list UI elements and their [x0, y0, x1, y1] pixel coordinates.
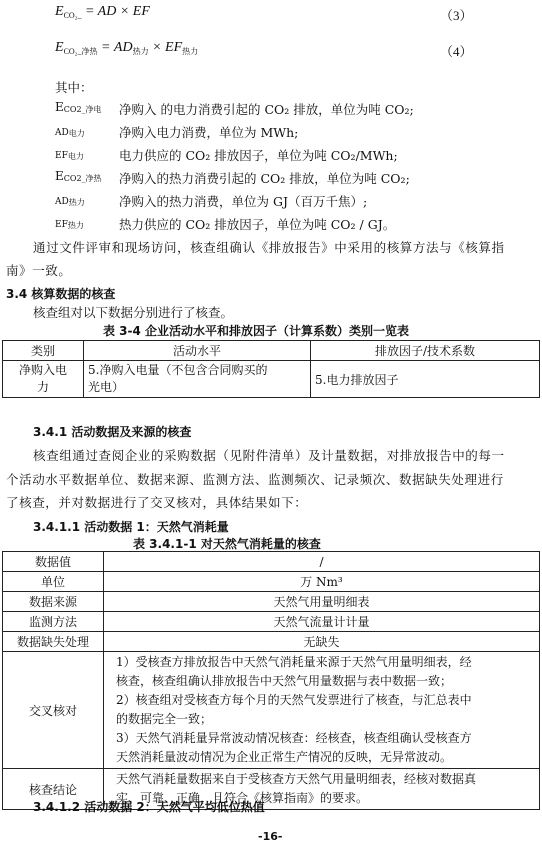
cell-activity-line1: 5.净购入电量（不包含合同购买的: [88, 363, 268, 377]
eq4-rhs-ad: = AD: [100, 40, 133, 55]
cross-line: 的数据完全一致；: [116, 712, 213, 726]
def-sym-e-heat: [55, 169, 102, 184]
eq3-lhs: E: [55, 4, 64, 19]
section-3-4-1-1-heading: 3.4.1.1 活动数据 1：天然气消耗量: [33, 520, 229, 534]
cross-line: 天然消耗量波动情况为企业正常生产情况的反映，无异常波动。: [116, 750, 453, 764]
equation-3-number: （3）: [440, 8, 473, 23]
def-sym-ad-heat: [55, 193, 85, 208]
def-sym-ad-electric: [55, 124, 85, 139]
header-factor: 排放因子/技术系数: [311, 341, 540, 361]
cell-category: [3, 361, 84, 398]
eq3-lhs-sub: CO₂_: [63, 11, 82, 20]
cross-line: 1）受核查方排放报告中天然气消耗量来源于天然气用量明细表，经: [116, 655, 472, 669]
def-sym-sub: 电力: [68, 129, 85, 138]
def-sym-sub: CO2_净热: [63, 174, 102, 183]
section-3-4-1-2-heading: 3.4.1.2 活动数据 2：天然气平均低位热值: [33, 800, 265, 814]
def-sym-e-electric: [55, 100, 102, 115]
eq3-rhs: = AD × EF: [84, 4, 150, 19]
equation-4-number: （4）: [440, 44, 473, 59]
header-activity: 活动水平: [84, 341, 311, 361]
table-row: [3, 632, 540, 652]
def-sym: EF: [55, 151, 68, 161]
def-desc-ef-electric: 电力供应的 CO₂ 排放因子，单位为吨 CO₂/MWh;: [119, 148, 398, 163]
def-desc-ad-heat: 净购入的热力消费，单位为 GJ（百万千焦）;: [119, 194, 368, 209]
table-3-4-1-1-caption: 表 3.4.1-1 对天然气消耗量的核查: [133, 537, 321, 551]
eq4-lhs: E: [55, 40, 64, 55]
def-sym-sub: 热力: [67, 221, 84, 230]
row-value: 无缺失: [104, 632, 540, 652]
cross-line: 3）天然气消耗量异常波动情况核查：经核查，核查组确认受核查方: [116, 731, 472, 745]
row-value: 天然气用量明细表: [104, 592, 540, 612]
table-row: [3, 361, 540, 398]
eq4-lhs-sub: CO₂_净热: [63, 47, 98, 56]
cross-line: 2）核查组对受核查方每个月的天然气发票进行了核查，与汇总表中: [116, 693, 472, 707]
table-row: [3, 552, 540, 572]
page-number: -16-: [258, 830, 283, 843]
row-label: 监测方法: [3, 612, 104, 632]
where-label: 其中：: [55, 80, 93, 95]
cell-category-line2: 力: [36, 380, 49, 394]
def-sym: AD: [55, 197, 69, 207]
def-sym-ef-electric: [55, 147, 84, 162]
table-row: [3, 592, 540, 612]
row-label: 数据值: [3, 552, 104, 572]
def-sym-ef-heat: [55, 216, 84, 231]
section-3-4-1-heading: 3.4.1 活动数据及来源的核查: [33, 425, 192, 439]
def-desc-e-electric: 净购入 的电力消费引起的 CO₂ 排放，单位为吨 CO₂;: [119, 102, 414, 117]
eq4-rhs-ad-sub: 热力: [132, 47, 149, 56]
table-3-4-1-1: [2, 551, 540, 810]
row-label: 核查结论: [3, 769, 104, 810]
equation-3: [55, 4, 150, 20]
eq4-rhs-ef: × EF: [152, 40, 183, 55]
eq4-rhs-ef-sub: 热力: [182, 47, 199, 56]
def-desc-e-heat: 净购入的热力消费引起的 CO₂ 排放，单位为吨 CO₂;: [119, 171, 410, 186]
def-sym-sub: 热力: [68, 198, 85, 207]
row-value: /: [104, 552, 540, 572]
row-label: 交叉核对: [3, 652, 104, 769]
row-label: 数据缺失处理: [3, 632, 104, 652]
def-sym-sub: CO2_净电: [63, 105, 102, 114]
para2: 核查组对以下数据分别进行了核查。: [33, 305, 234, 320]
header-category: 类别: [3, 341, 84, 361]
section-3-4-heading: 3.4 核算数据的核查: [6, 287, 116, 301]
cross-line: 核查，核查组确认排放报告中天然气用量数据与表中数据一致；: [116, 674, 453, 688]
para3-line3: 了核查，并对数据进行了交叉核对，具体结果如下：: [6, 495, 308, 510]
equation-4: [55, 40, 198, 57]
table-row-cross-check: [3, 652, 540, 769]
cell-activity: [84, 361, 311, 398]
para1-line2: 南》一致。: [6, 263, 72, 278]
def-desc-ad-electric: 净购入电力消费，单位为 MWh;: [119, 125, 299, 140]
cross-check-text: [104, 652, 540, 769]
row-value: 天然气流量计计量: [104, 612, 540, 632]
table-3-4: [2, 340, 540, 398]
para1-line1: 通过文件评审和现场访问，核查组确认《排放报告》中采用的核算方法与《核算指: [33, 240, 505, 255]
def-sym-sub: 电力: [67, 152, 84, 161]
def-sym: E: [55, 100, 64, 114]
def-sym: E: [55, 169, 64, 183]
table-3-4-caption: 表 3-4 企业活动水平和排放因子（计算系数）类别一览表: [103, 324, 410, 338]
conclusion-line: 天然气消耗量数据来自于受核查方天然气用量明细表，经核对数据真: [116, 772, 477, 786]
def-sym: EF: [55, 220, 68, 230]
conclusion-line: 实、可靠、正确，且符合《核算指南》的要求。: [116, 791, 369, 805]
para3-line2: 个活动水平数据单位、数据来源、监测方法、监测频次、记录频次、数据缺失处理进行: [6, 472, 504, 487]
row-label: 数据来源: [3, 592, 104, 612]
table-row: [3, 612, 540, 632]
para3-line1: 核查组通过查阅企业的采购数据（见附件清单）及计量数据，对排放报告中的每一: [33, 448, 505, 463]
table-header-row: [3, 341, 540, 361]
cell-activity-line2: 光电）: [88, 380, 125, 394]
row-label: 单位: [3, 572, 104, 592]
table-row: [3, 572, 540, 592]
def-desc-ef-heat: 热力供应的 CO₂ 排放因子，单位为吨 CO₂ / GJ。: [119, 217, 396, 232]
cell-category-line1: 净购入电: [18, 363, 67, 377]
row-value: 万 Nm³: [104, 572, 540, 592]
def-sym: AD: [55, 128, 69, 138]
cell-factor: 5.电力排放因子: [311, 361, 540, 398]
